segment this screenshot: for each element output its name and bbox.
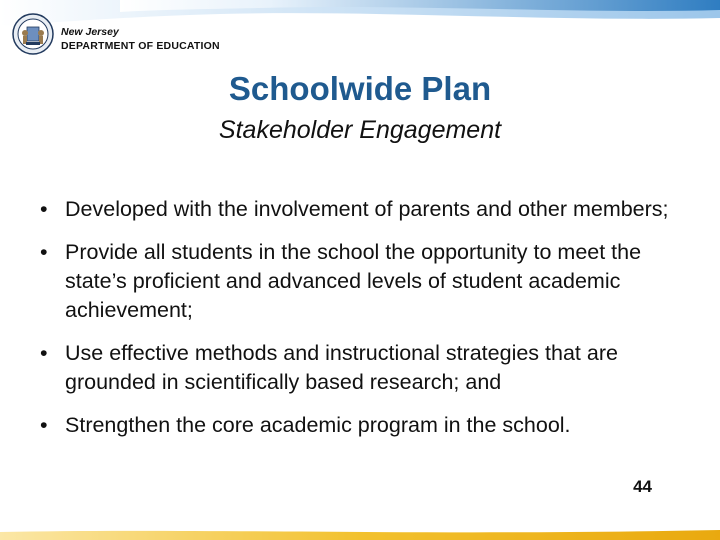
footer-wave-graphic (0, 528, 720, 540)
bullet-text: Strengthen the core academic program in the school. (65, 413, 571, 437)
nj-state-seal-logo (12, 13, 54, 55)
bullet-item (38, 411, 698, 440)
page-number: 44 (633, 477, 652, 496)
bullet-dot-icon: • (40, 341, 48, 365)
bullet-dot-icon: • (40, 197, 48, 221)
bullet-item (38, 339, 698, 397)
bullet-text: Developed with the involvement of parents and other members; (65, 197, 669, 221)
slide-title: Schoolwide Plan (228, 70, 492, 107)
bullet-item (38, 238, 698, 325)
organization-name (61, 25, 220, 53)
bullet-text: Use effective methods and instructional strategies that are grounded in scientifically based research; and (65, 341, 618, 394)
bullet-item (38, 195, 698, 224)
bullet-dot-icon: • (40, 413, 48, 437)
bullet-text: Provide all students in the school the opportunity to meet the state’s proficient and advanced levels of student academic achievement; (65, 240, 642, 322)
org-state: New Jersey (61, 26, 119, 38)
slide-subtitle: Stakeholder Engagement (218, 116, 502, 144)
bullet-dot-icon: • (40, 240, 48, 264)
header-banner (0, 0, 720, 60)
bullet-list (38, 195, 698, 454)
org-department: DEPARTMENT OF EDUCATION (61, 40, 220, 52)
footer-bar (0, 528, 720, 540)
